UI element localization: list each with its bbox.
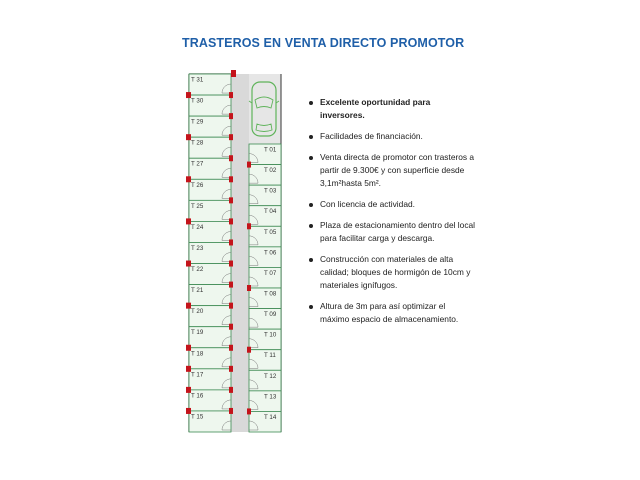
column-marker [186,92,191,98]
column-marker [247,347,251,353]
storage-unit-label: T 13 [264,393,277,401]
column-marker [229,303,233,309]
column-marker [186,176,191,182]
storage-unit [249,370,281,391]
storage-unit [189,369,231,390]
column-marker [247,285,251,291]
storage-unit [249,350,281,371]
storage-unit [249,206,281,227]
storage-unit [249,226,281,247]
page-title: TRASTEROS EN VENTA DIRECTO PROMOTOR [182,36,465,50]
storage-unit-label: T 21 [191,287,204,295]
storage-unit [189,242,231,263]
column-marker [229,408,233,414]
storage-unit [249,309,281,330]
storage-unit-label: T 11 [264,352,276,360]
storage-unit [189,221,231,242]
column-marker [247,223,251,229]
column-marker [229,176,233,182]
storage-unit [189,411,231,432]
column-marker [229,134,233,140]
column-marker [186,134,191,140]
feature-item: Construcción con materiales de alta calidad; bloques de hormigón de 10cm y materiales ignífugos. [306,253,476,292]
storage-unit-label: T 27 [191,160,204,168]
column-marker [229,324,233,330]
storage-unit [249,144,281,165]
column-marker [229,155,233,161]
storage-unit-label: T 30 [191,97,204,105]
storage-unit-label: T 09 [264,311,277,319]
aisle-floor [231,74,249,432]
column-marker [186,261,191,267]
storage-unit [189,348,231,369]
column-marker [231,70,236,77]
column-marker [186,408,191,414]
column-marker [229,282,233,288]
storage-unit-label: T 17 [191,371,204,379]
storage-unit [189,306,231,327]
feature-list [306,96,476,334]
column-marker [229,197,233,203]
column-marker [247,408,251,414]
column-marker [229,239,233,245]
column-marker [229,387,233,393]
storage-unit-label: T 15 [191,413,204,421]
storage-unit [249,329,281,350]
storage-unit-label: T 24 [191,223,204,231]
feature-item: Facilidades de financiación. [306,130,476,143]
storage-unit-label: T 22 [191,266,204,274]
storage-unit-label: T 14 [264,413,277,421]
column-marker [186,366,191,372]
storage-unit-label: T 08 [264,290,277,298]
storage-unit [189,179,231,200]
storage-unit-label: T 12 [264,372,277,380]
feature-item: Altura de 3m para así optimizar el máximo espacio de almacenamiento. [306,300,476,326]
column-marker [247,162,251,168]
storage-unit [189,200,231,221]
storage-unit [189,327,231,348]
left-storage-column [189,74,231,432]
storage-unit-label: T 04 [264,208,277,216]
storage-unit [189,285,231,306]
storage-unit [249,391,281,412]
storage-unit-label: T 06 [264,249,277,257]
feature-item: Plaza de estacionamiento dentro del local para facilitar carga y descarga. [306,219,476,245]
right-storage-column [249,144,281,432]
storage-unit-label: T 16 [191,392,204,400]
column-marker [186,303,191,309]
storage-unit [249,185,281,206]
storage-unit [189,390,231,411]
storage-unit-label: T 18 [191,350,204,358]
storage-unit-label: T 07 [264,269,277,277]
storage-unit [189,158,231,179]
column-marker [229,366,233,372]
storage-unit-label: T 10 [264,331,277,339]
storage-unit-label: T 31 [191,76,204,84]
column-marker [229,218,233,224]
column-marker [229,261,233,267]
column-marker [229,113,233,119]
storage-unit-label: T 26 [191,181,204,189]
storage-unit [249,411,281,432]
storage-unit [189,116,231,137]
storage-unit-label: T 05 [264,228,277,236]
storage-unit-label: T 29 [191,118,204,126]
storage-unit-label: T 28 [191,139,204,147]
storage-unit [249,247,281,268]
storage-unit-label: T 25 [191,202,204,210]
storage-unit-label: T 23 [191,244,204,252]
storage-unit [189,264,231,285]
column-marker [186,218,191,224]
storage-unit-label: T 19 [191,329,204,337]
feature-item: Con licencia de actividad. [306,198,476,211]
column-marker [229,92,233,98]
storage-unit-label: T 01 [264,146,277,154]
storage-unit [189,95,231,116]
storage-unit [189,137,231,158]
storage-unit [249,288,281,309]
column-marker [229,345,233,351]
storage-unit [189,74,231,95]
feature-item: Venta directa de promotor con trasteros a partir de 9.300€ y con superficie desde 3,1m²hasta 5m². [306,151,476,190]
column-marker [186,387,191,393]
storage-unit-label: T 20 [191,308,204,316]
storage-unit [249,165,281,186]
storage-unit-label: T 02 [264,167,277,175]
column-marker [186,345,191,351]
feature-item: Excelente oportunidad para inversores. [306,96,476,122]
storage-unit-label: T 03 [264,187,277,195]
storage-unit [249,267,281,288]
